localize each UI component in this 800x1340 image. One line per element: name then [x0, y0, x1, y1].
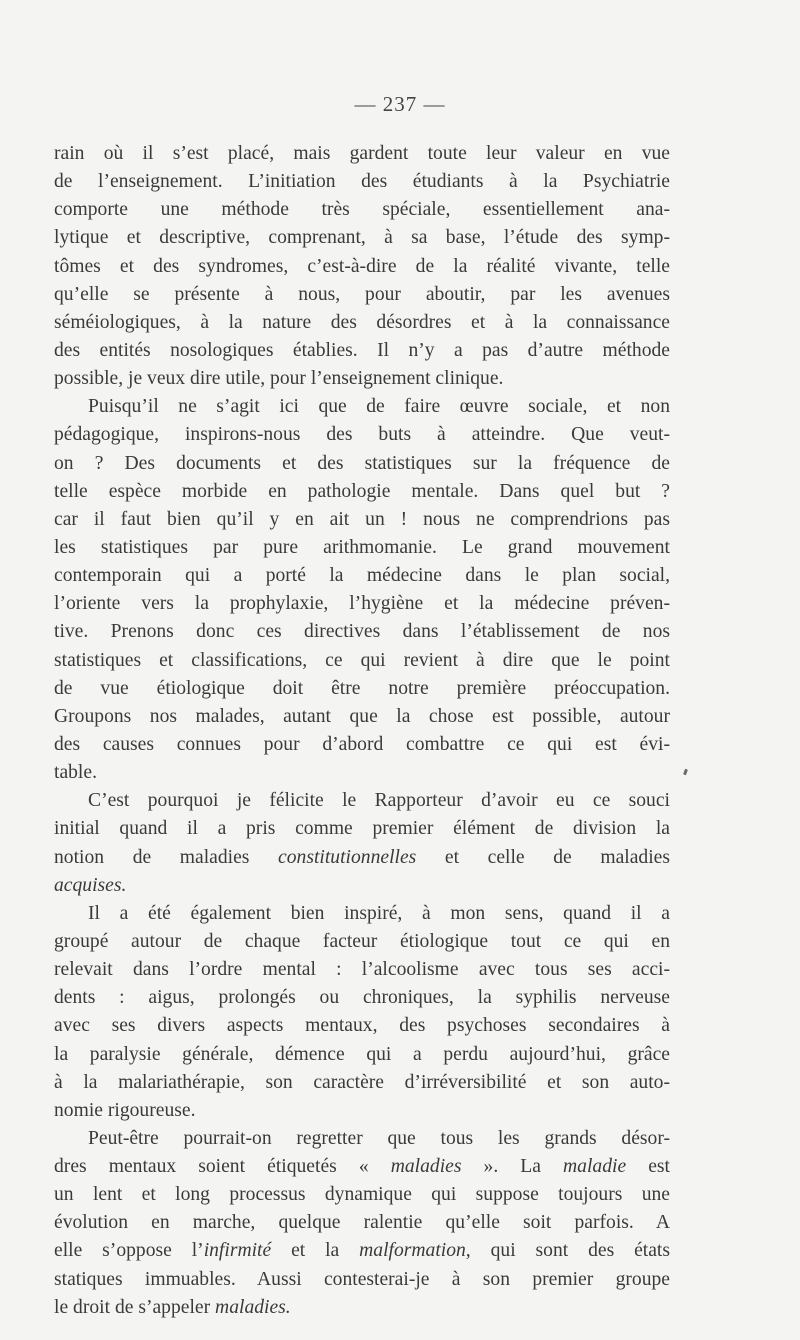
text-segment: l’oriente vers la prophylaxie, l’hygiène et la médecine préven- [54, 593, 670, 615]
text-line [54, 1041, 670, 1069]
text-segment: qu’elle se présente à nous, pour aboutir, par les avenues [54, 283, 670, 305]
text-segment: des causes connues pour d’abord combattre ce qui est évi- [54, 733, 670, 755]
text-segment: contemporain qui a porté la médecine dans le plan social, [54, 565, 670, 587]
text-segment: telle espèce morbide en pathologie mentale. Dans quel but ? [54, 480, 670, 502]
text-line [54, 562, 670, 590]
text-segment: à la malariathérapie, son caractère d’irréversibilité et son auto- [54, 1071, 670, 1093]
text-line [54, 759, 670, 787]
text-line [54, 365, 670, 393]
text-line [54, 984, 670, 1012]
text-segment: le droit de s’appeler [54, 1296, 216, 1318]
italic-text: acquises. [54, 874, 127, 896]
text-segment: statistiques et classifications, ce qui revient à dire que le point [54, 649, 670, 671]
text-line [54, 1294, 670, 1322]
text-line [54, 534, 670, 562]
text-line [54, 956, 670, 984]
text-segment: avec ses divers aspects mentaux, des psychoses secondaires à [54, 1015, 670, 1037]
text-line [54, 140, 670, 168]
italic-text: maladies. [215, 1296, 291, 1318]
text-segment: et celle de maladies [416, 846, 670, 868]
text-line [54, 168, 670, 196]
text-line [54, 590, 670, 618]
text-line [54, 1097, 670, 1125]
text-segment: table. [54, 762, 97, 784]
text-segment: séméiologiques, à la nature des désordres et à la connaissance [54, 311, 670, 333]
text-line [54, 421, 670, 449]
text-segment: de l’enseignement. L’initiation des étudiants à la Psychiatrie [54, 171, 670, 193]
text-segment: dres mentaux soient étiquetés « [54, 1156, 391, 1178]
text-segment: car il faut bien qu’il y en ait un ! nous ne comprendrions pas [54, 508, 670, 530]
text-segment: un lent et long processus dynamique qui suppose toujours une [54, 1184, 670, 1206]
italic-text: maladie [563, 1156, 627, 1178]
text-segment: de vue étiologique doit être notre première préoccupation. [54, 677, 670, 699]
text-line [54, 309, 670, 337]
text-line [54, 815, 670, 843]
text-line [54, 844, 670, 872]
text-segment: tive. Prenons donc ces directives dans l’établissement de nos [54, 621, 670, 643]
text-segment: ». La [461, 1156, 564, 1178]
text-line [54, 1012, 670, 1040]
text-segment: relevait dans l’ordre mental : l’alcoolisme avec tous ses acci- [54, 959, 670, 981]
body-text [54, 140, 670, 1322]
text-segment: Il a été également bien inspiré, à mon sens, quand il a [88, 902, 670, 924]
text-segment: est [626, 1156, 670, 1178]
text-line [54, 1209, 670, 1237]
text-segment: Puisqu’il ne s’agit ici que de faire œuvre sociale, et non [88, 396, 670, 418]
text-line [54, 450, 670, 478]
text-segment: rain où il s’est placé, mais gardent toute leur valeur en vue [54, 143, 670, 164]
text-segment: évolution en marche, quelque ralentie qu’elle soit parfois. A [54, 1212, 670, 1234]
ink-speck [683, 769, 688, 776]
text-line [54, 647, 670, 675]
text-segment: dents : aigus, prolongés ou chroniques, la syphilis nerveuse [54, 987, 670, 1009]
text-segment: tômes et des syndromes, c’est-à-dire de la réalité vivante, telle [54, 255, 670, 277]
text-segment: initial quand il a pris comme premier élément de division la [54, 818, 670, 840]
text-line [54, 393, 670, 421]
text-line [54, 506, 670, 534]
text-segment: on ? Des documents et des statistiques sur la fréquence de [54, 452, 670, 474]
text-segment: Peut-être pourrait-on regretter que tous les grands désor- [88, 1127, 670, 1149]
italic-text: constitutionnelles [278, 846, 417, 868]
text-segment: statiques immuables. Aussi contesterai-je à son premier groupe [54, 1268, 670, 1290]
text-segment: groupé autour de chaque facteur étiologique tout ce qui en [54, 930, 670, 952]
text-segment: les statistiques par pure arithmomanie. Le grand mouvement [54, 536, 670, 558]
text-line [54, 224, 670, 252]
text-segment: possible, je veux dire utile, pour l’enseignement clinique. [54, 368, 504, 390]
text-line [54, 928, 670, 956]
text-line [54, 1125, 670, 1153]
text-segment: notion de maladies [54, 846, 279, 868]
text-line [54, 196, 670, 224]
text-segment: Groupons nos malades, autant que la chose est possible, autour [54, 705, 670, 727]
text-line [54, 872, 670, 900]
italic-text: malformation, [359, 1240, 471, 1262]
text-segment: comporte une méthode très spéciale, essentiellement ana- [54, 199, 670, 221]
text-line [54, 703, 670, 731]
page-number: — 237 — [354, 92, 446, 116]
text-line [54, 731, 670, 759]
text-segment: nomie rigoureuse. [54, 1099, 196, 1121]
text-line [54, 337, 670, 365]
text-segment: la paralysie générale, démence qui a perdu aujourd’hui, grâce [54, 1043, 670, 1065]
text-segment: et la [271, 1240, 360, 1262]
text-segment: C’est pourquoi je félicite le Rapporteur d’avoir eu ce souci [88, 790, 670, 812]
text-line [54, 1181, 670, 1209]
text-line [54, 1237, 670, 1265]
text-line [54, 1266, 670, 1294]
text-segment: pédagogique, inspirons-nous des buts à atteindre. Que veut- [54, 424, 670, 446]
italic-text: infirmité [203, 1240, 272, 1262]
text-line [54, 253, 670, 281]
text-segment: qui sont des états [470, 1240, 670, 1262]
text-line [54, 787, 670, 815]
italic-text: maladies [390, 1156, 462, 1178]
text-segment: des entités nosologiques établies. Il n’y a pas d’autre méthode [54, 339, 670, 361]
text-line [54, 281, 670, 309]
text-line [54, 1153, 670, 1181]
text-segment: elle s’oppose l’ [54, 1240, 204, 1262]
text-line [54, 1069, 670, 1097]
text-line [54, 900, 670, 928]
text-segment: lytique et descriptive, comprenant, à sa base, l’étude des symp- [54, 227, 670, 249]
text-line [54, 618, 670, 646]
text-line [54, 675, 670, 703]
text-line [54, 478, 670, 506]
